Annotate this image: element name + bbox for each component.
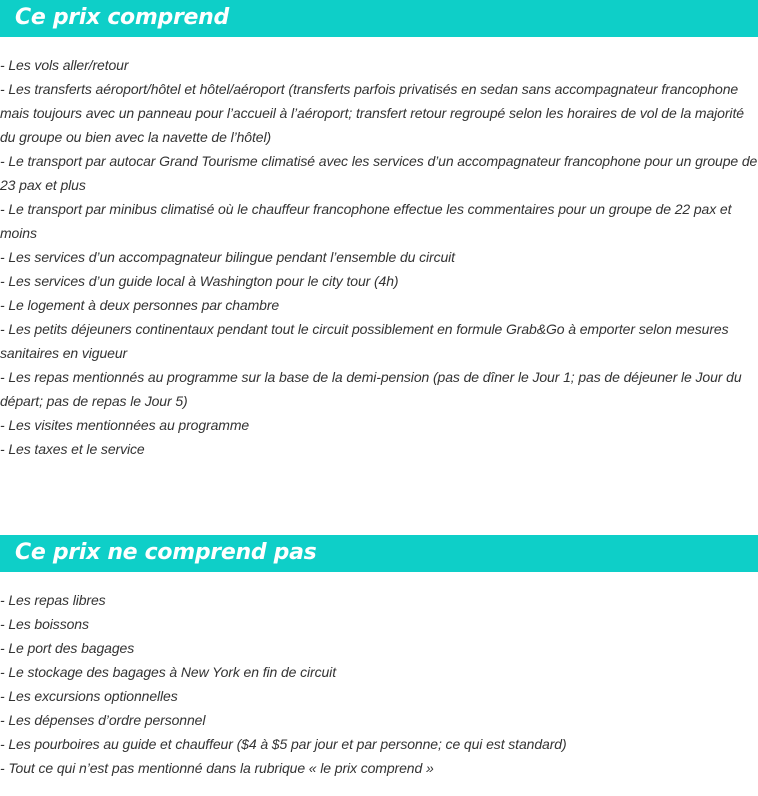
included-item: - Les transferts aéroport/hôtel et hôtel/aéroport (transferts parfois privatisés en sedan sans accompagnateur francophone mais toujours avec un panneau pour l’accueil à l’aéroport; transfert retour regroupé selon les horaires de vol de la majorité du groupe ou bien avec la navette de l’hôtel) (0, 81, 744, 145)
excluded-items-list (0, 588, 758, 780)
excluded-section-header (0, 535, 758, 572)
excluded-item: - Le port des bagages (0, 640, 135, 656)
excluded-item: - Les excursions optionnelles (0, 688, 178, 704)
excluded-item: - Le stockage des bagages à New York en fin de circuit (0, 664, 336, 680)
excluded-item: - Les pourboires au guide et chauffeur ($4 à $5 par jour et par personne; ce qui est standard) (0, 736, 567, 752)
excluded-item: - Les dépenses d’ordre personnel (0, 712, 206, 728)
included-item: - Le logement à deux personnes par chambre (0, 297, 280, 313)
included-item: - Les visites mentionnées au programme (0, 417, 250, 433)
included-section-header (0, 0, 758, 37)
included-item: - Les services d’un accompagnateur bilingue pendant l’ensemble du circuit (0, 249, 455, 265)
included-item: - Le transport par autocar Grand Tourisme climatisé avec les services d’un accompagnateur francophone pour un groupe de 23 pax et plus (0, 153, 758, 193)
included-item: - Les services d’un guide local à Washington pour le city tour (4h) (0, 273, 399, 289)
excluded-section-title: Ce prix ne comprend pas (15, 540, 317, 565)
included-item: - Le transport par minibus climatisé où le chauffeur francophone effectue les commentaires pour un groupe de 22 pax et moins (0, 201, 732, 241)
included-item: - Les taxes et le service (0, 441, 145, 457)
included-item: - Les petits déjeuners continentaux pendant tout le circuit possiblement en formule Grab&Go à emporter selon mesures sanitaires en vigueur (0, 321, 729, 361)
excluded-item: - Les boissons (0, 616, 89, 632)
included-item: - Les vols aller/retour (0, 57, 129, 73)
excluded-item: - Tout ce qui n’est pas mentionné dans la rubrique « le prix comprend » (0, 760, 434, 776)
included-items-list (0, 53, 758, 461)
included-section-title: Ce prix comprend (15, 5, 229, 30)
included-item: - Les repas mentionnés au programme sur la base de la demi-pension (pas de dîner le Jour 1; pas de déjeuner le Jour du départ; pas de repas le Jour 5) (0, 369, 742, 409)
excluded-item: - Les repas libres (0, 592, 106, 608)
